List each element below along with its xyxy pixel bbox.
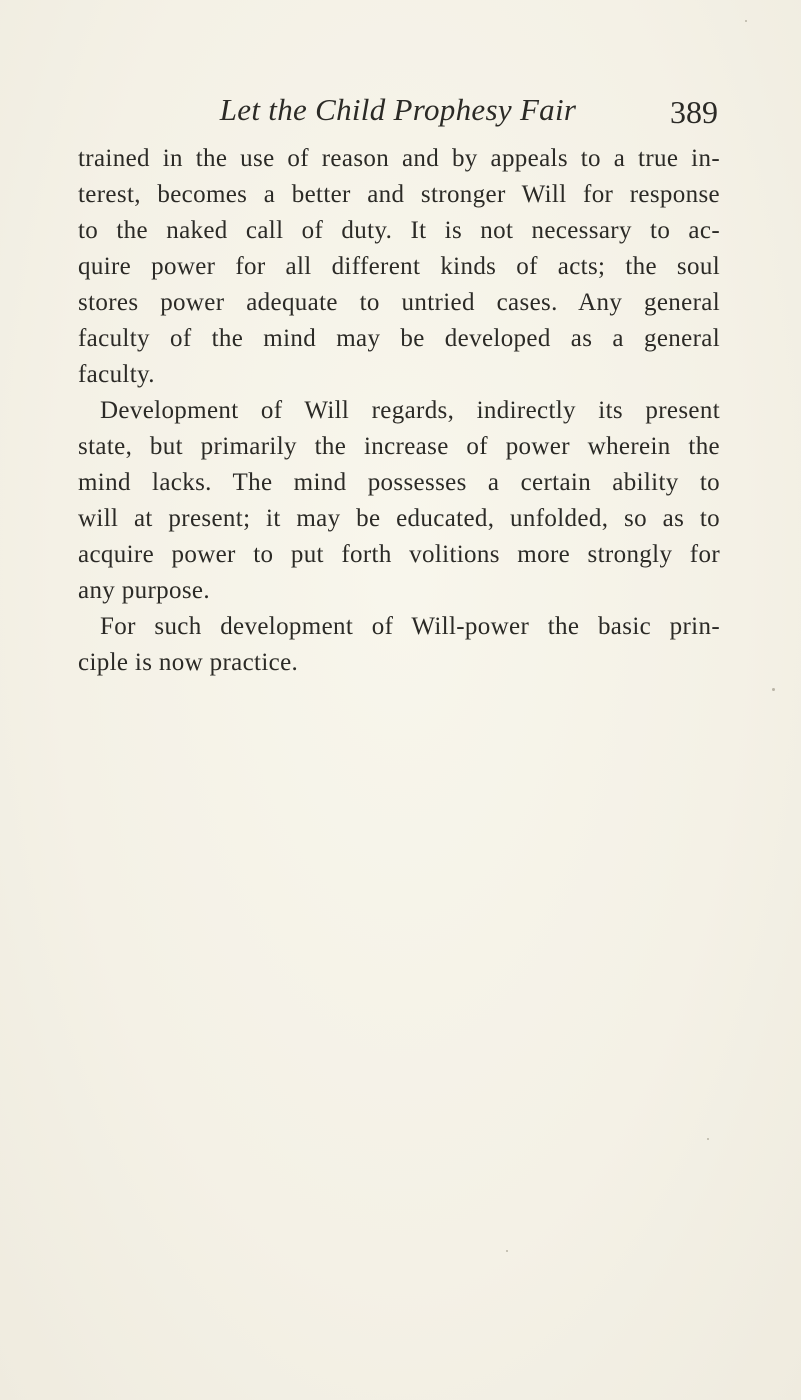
paragraph-first-line: Development of Will regards, indirectly its present bbox=[100, 397, 720, 424]
text-line: faculty of the mind may be developed as a general bbox=[78, 325, 720, 352]
paper-speck bbox=[772, 688, 775, 691]
text-line: terest, becomes a better and stronger Will for response bbox=[78, 181, 720, 208]
text-line: quire power for all different kinds of acts; the soul bbox=[78, 253, 720, 280]
paper-speck bbox=[506, 1250, 508, 1252]
page-number: 389 bbox=[670, 94, 718, 130]
text-line: any purpose. bbox=[78, 577, 210, 604]
running-title: Let the Child Prophesy Fair bbox=[219, 92, 577, 127]
running-head bbox=[78, 92, 718, 132]
text-line: acquire power to put forth volitions more strongly for bbox=[78, 541, 720, 568]
text-line: to the naked call of duty. It is not necessary to ac- bbox=[78, 217, 720, 244]
text-line: faculty. bbox=[78, 361, 155, 388]
paper-speck bbox=[745, 20, 747, 22]
text-line: stores power adequate to untried cases. Any general bbox=[78, 289, 720, 316]
paragraph-first-line: For such development of Will-power the basic prin- bbox=[100, 613, 720, 640]
text-line: ciple is now practice. bbox=[78, 649, 299, 676]
text-line: will at present; it may be educated, unfolded, so as to bbox=[78, 505, 720, 532]
text-line: mind lacks. The mind possesses a certain ability to bbox=[78, 469, 720, 496]
body-text bbox=[78, 141, 720, 681]
paper-speck bbox=[707, 1138, 709, 1140]
text-line: trained in the use of reason and by appeals to a true in- bbox=[78, 145, 720, 172]
text-line: state, but primarily the increase of power wherein the bbox=[78, 433, 720, 460]
